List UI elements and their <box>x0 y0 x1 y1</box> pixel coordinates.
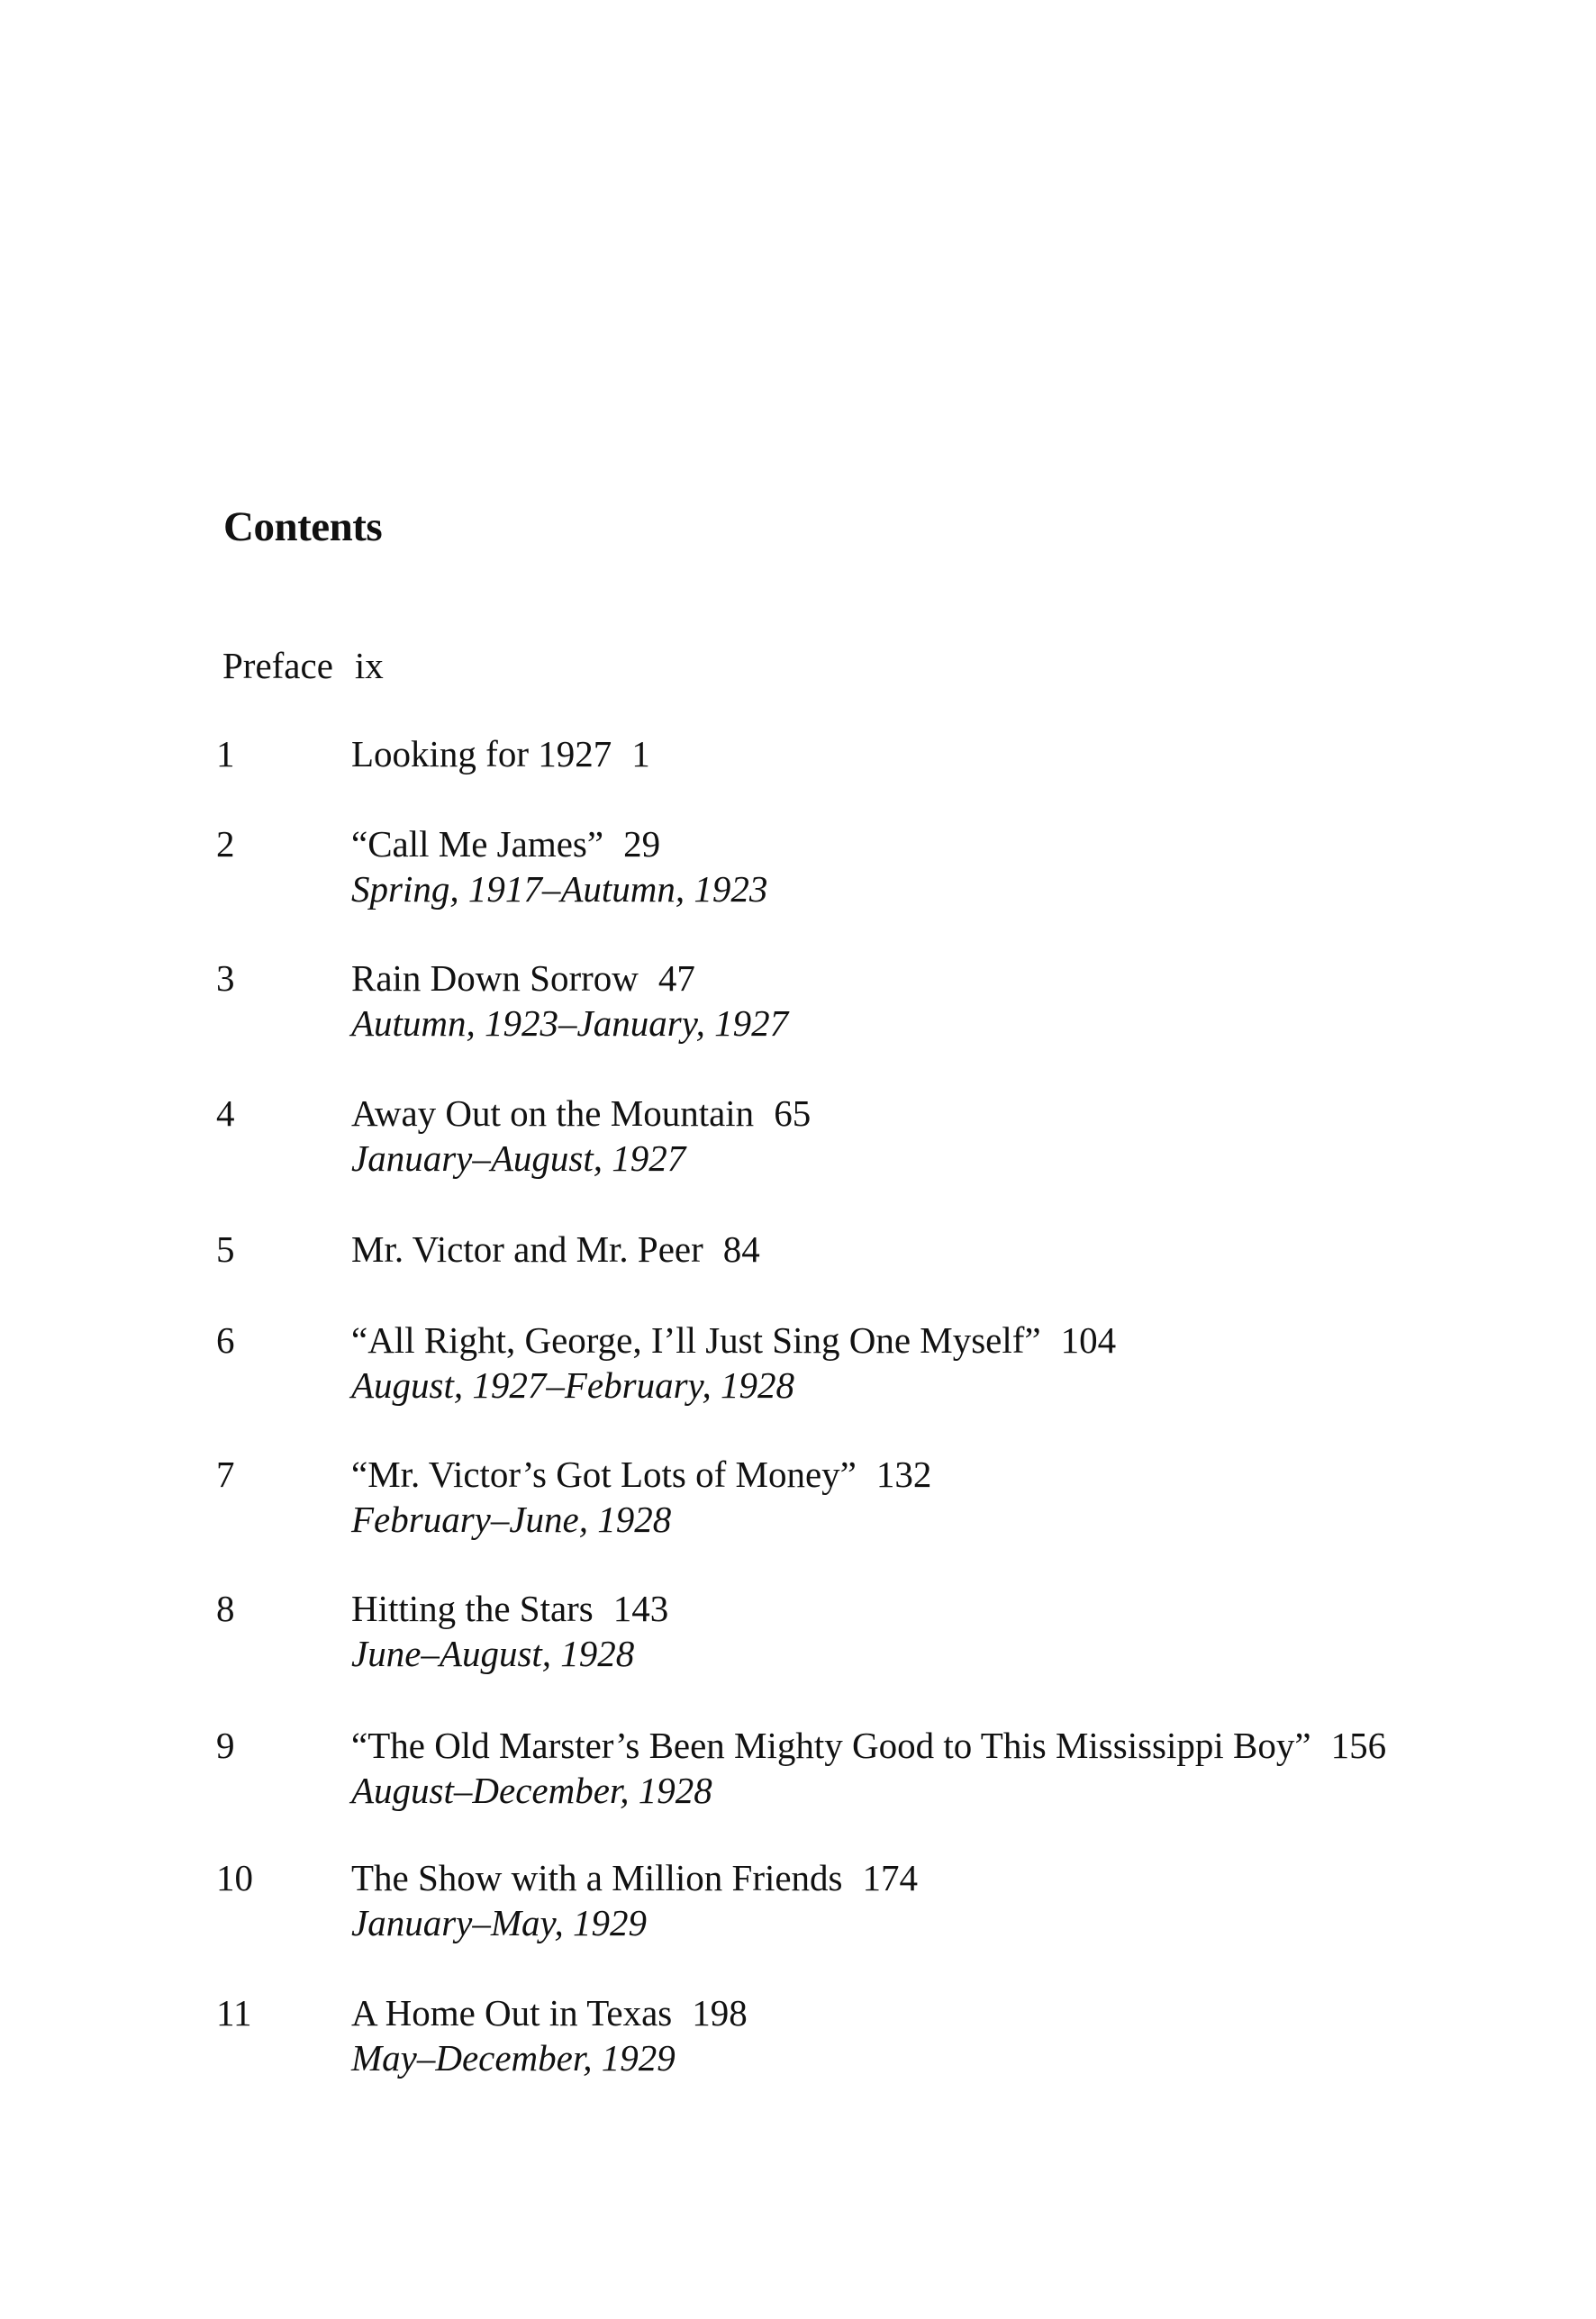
chapter-title: “All Right, George, I’ll Just Sing One Myself” <box>351 1319 1041 1361</box>
chapter-page-number: 47 <box>657 957 695 999</box>
chapter-body <box>351 1990 748 2080</box>
chapter-number: 2 <box>216 823 235 865</box>
chapter-title: A Home Out in Texas <box>351 1992 673 2034</box>
chapter-dates: May–December, 1929 <box>351 2037 676 2079</box>
chapter-page-number: 174 <box>862 1857 919 1898</box>
chapter-number: 10 <box>216 1857 253 1898</box>
chapter-title: “Call Me James” <box>351 823 604 865</box>
chapter-dates: Spring, 1917–Autumn, 1923 <box>351 868 768 910</box>
chapter-number: 4 <box>216 1092 235 1134</box>
chapter-page-number: 1 <box>631 733 650 775</box>
chapter-number: 1 <box>216 733 235 775</box>
chapter-title: Mr. Victor and Mr. Peer <box>351 1228 703 1270</box>
page-title: Contents <box>223 503 383 550</box>
preface-label: Preface <box>222 645 333 686</box>
chapter-dates: August, 1927–February, 1928 <box>351 1364 794 1406</box>
chapter-body <box>351 1227 760 1272</box>
chapter-page-number: 198 <box>692 1992 748 2034</box>
chapter-title: Away Out on the Mountain <box>351 1092 755 1134</box>
chapter-number: 5 <box>216 1228 235 1270</box>
chapter-page-number: 65 <box>774 1092 812 1134</box>
chapter-number: 11 <box>216 1992 252 2034</box>
chapter-dates: Autumn, 1923–January, 1927 <box>351 1002 789 1044</box>
chapter-title: Hitting the Stars <box>351 1588 594 1629</box>
chapter-dates: August–December, 1928 <box>351 1770 712 1811</box>
chapter-dates: February–June, 1928 <box>351 1499 672 1540</box>
chapter-page-number: 104 <box>1060 1319 1117 1361</box>
chapter-dates: January–August, 1927 <box>351 1137 686 1179</box>
chapter-body <box>351 1318 1116 1408</box>
preface-page-number: ix <box>354 645 384 686</box>
chapter-number: 7 <box>216 1454 235 1495</box>
chapter-title: Looking for 1927 <box>351 733 612 775</box>
chapter-body <box>351 1452 931 1542</box>
chapter-number: 9 <box>216 1725 235 1766</box>
chapter-number: 3 <box>216 957 235 999</box>
chapter-page-number: 132 <box>875 1454 932 1495</box>
chapter-title: The Show with a Million Friends <box>351 1857 843 1898</box>
chapter-page-number: 143 <box>612 1588 669 1629</box>
chapter-body <box>351 1586 668 1676</box>
chapter-page-number: 84 <box>722 1228 760 1270</box>
chapter-body <box>351 1855 918 1945</box>
chapter-dates: June–August, 1928 <box>351 1633 635 1674</box>
chapter-body <box>351 1723 1386 1813</box>
chapter-page-number: 29 <box>623 823 661 865</box>
chapter-title: “Mr. Victor’s Got Lots of Money” <box>351 1454 857 1495</box>
table-of-contents <box>216 0 1567 2319</box>
chapter-dates: January–May, 1929 <box>351 1902 647 1943</box>
chapter-body <box>351 1091 811 1181</box>
chapter-body <box>351 821 767 911</box>
chapter-number: 6 <box>216 1319 235 1361</box>
chapter-body <box>351 956 788 1046</box>
chapter-number: 8 <box>216 1588 235 1629</box>
chapter-title: “The Old Marster’s Been Mighty Good to This Mississippi Boy” <box>351 1725 1311 1766</box>
chapter-page-number: 156 <box>1330 1725 1387 1766</box>
chapter-body <box>351 731 650 776</box>
chapter-title: Rain Down Sorrow <box>351 957 639 999</box>
